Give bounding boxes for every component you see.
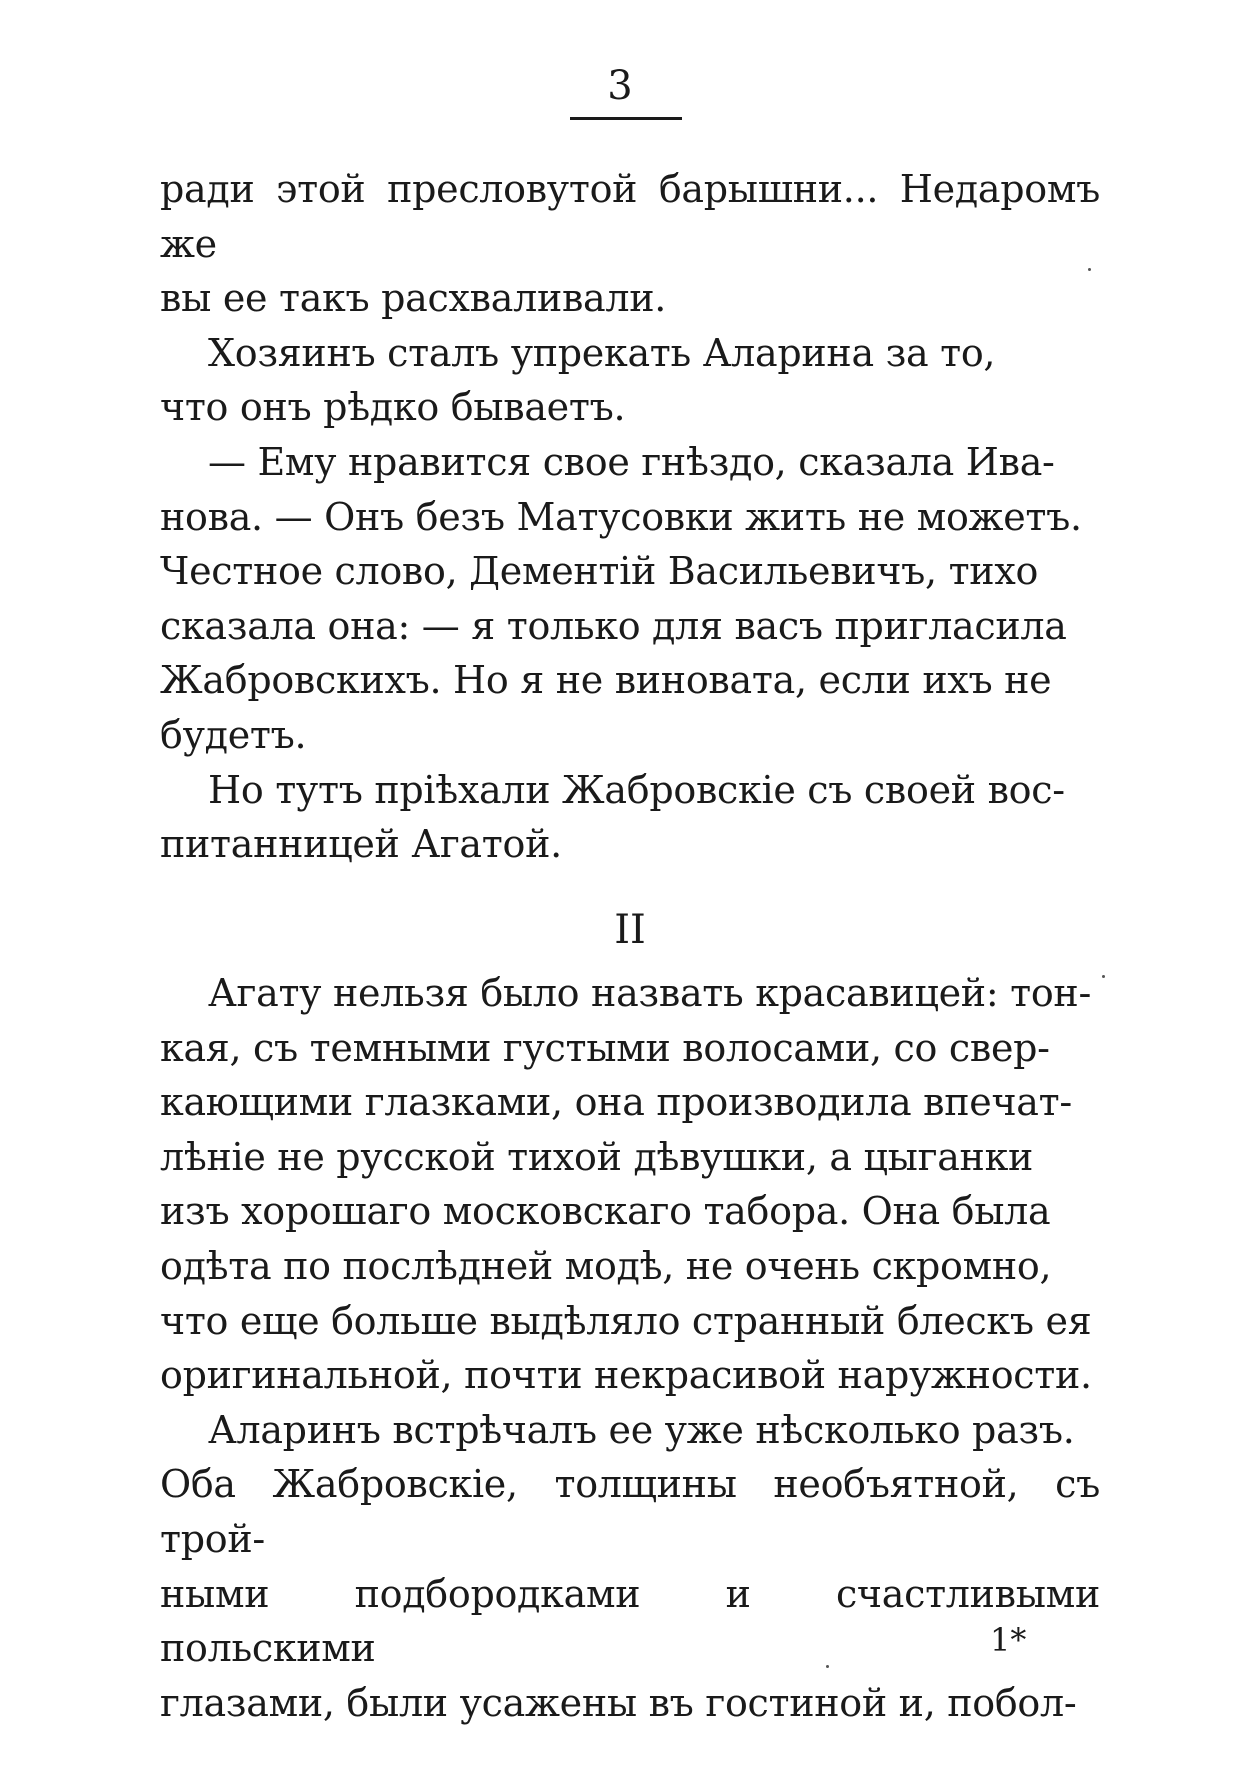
paragraph: Агату нельзя было назвать красавицей: тон- кая, съ темными густыми волосами, со свер- кающими глазками, она производила впечат- лѣніе не русской тихой дѣвушки, а цыганки изъ хорошаго московскаго табора. Она была одѣта по послѣдней модѣ, не очень скромно, что еще больше выдѣляло странный блескъ ея оригинальной, почти некрасивой наружности. — [160, 971, 1092, 1398]
paragraph: Аларинъ встрѣчалъ ее уже нѣсколько разъ. Оба Жабровскіе, толщины необъятной, съ трой- ными подбородками и счастливыми польскими глазами, были усажены въ гостиной и, побол- — [160, 1407, 1100, 1725]
chapter-heading: II — [614, 907, 646, 953]
paragraph: — Ему нравится свое гнѣздо, сказала Ива- нова. — Онъ безъ Матусовки жить не можетъ. Честное слово, Дементій Васильевичъ, тихо сказала она: — я только для васъ пригласила Жабровскихъ. Но я не виновата, если ихъ не будетъ. — [160, 439, 1082, 757]
scan-speck — [826, 1665, 829, 1668]
scan-speck — [1088, 268, 1091, 271]
signature-mark: 1* — [990, 1621, 1027, 1659]
scan-speck — [1102, 975, 1105, 978]
paragraph: Хозяинъ сталъ упрекать Аларина за то, что онъ рѣдко бываетъ. — [160, 330, 996, 430]
text-section-1 — [160, 162, 1100, 872]
paragraph: Но тутъ пріѣхали Жабровскіе съ своей вос- питанницей Агатой. — [160, 767, 1065, 867]
paragraph: ради этой пресловутой барышни... Недаромъ же вы ее такъ расхваливали. — [160, 167, 1100, 321]
page-number: 3 — [607, 63, 633, 109]
page-number-rule — [570, 117, 682, 120]
text-section-2 — [160, 966, 1100, 1730]
